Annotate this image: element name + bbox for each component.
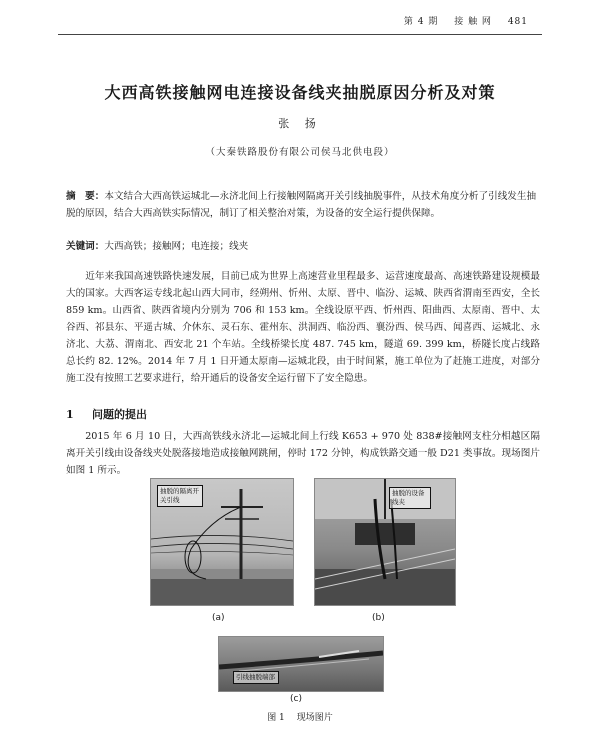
abstract-text: 本文结合大西高铁运城北—永济北间上行接触网隔离开关引线抽脱事件，从技术角度分析了引线发生抽脱的原因，结合大西高铁实际情况，制订了相关整治对策，为设备的安全运行提供保障。 bbox=[66, 191, 537, 219]
figure-caption-number: 图 1 bbox=[267, 713, 285, 723]
intro-paragraph: 近年来我国高速铁路快速发展，目前已成为世界上高速营业里程最多、运营速度最高、高速铁路建设规模最大的国家。大西客运专线北起山西大同市，经朔州、忻州、太原、晋中、临汾、运城、陕西省渭南至西安，全长 859 km。山西省、陕西省境内分别为 706 和 153 km。全线设原平西、忻州西、阳曲西、太原南、晋中、太谷西、祁县东、平遥古城、介休东、灵石东、霍州东、洪洞西、临汾西、襄汾西、侯马西、闻喜西、运城北、永济北、大荔、渭南北、西安北 21 个车站。全线桥梁长度 487. 745 km，隧道 69. 399 km，桥隧长度占线路总长约 82. 12%。2014 年 7 月 1 日开通太原南—运城北段，由于时间紧，施工单位为了赶施工进度，对部分施工没有按照工艺要求进行，给开通后的设备安全运行留下了安全隐患。 bbox=[66, 271, 540, 384]
section1-paragraph: 2015 年 6 月 10 日，大西高铁线永济北—运城北间上行线 K653 + 970 处 838#接触网支柱分相越区隔离开关引线由设备线夹处脱落接地造成接触网跳闸，停时 172 分钟，构成铁路交通一般 D21 类事故。现场图片如图 1 所示。 bbox=[66, 431, 540, 476]
abstract-block bbox=[66, 188, 540, 222]
callout-b: 抽脱的设备线夹 bbox=[389, 487, 431, 509]
figure-photo-b bbox=[314, 478, 456, 606]
section-heading bbox=[66, 406, 147, 422]
running-header bbox=[392, 14, 528, 27]
disconnector-illustration bbox=[315, 479, 455, 605]
header-page-number: 481 bbox=[507, 17, 528, 27]
subfigure-label-c: (c) bbox=[290, 694, 302, 704]
author-affiliation: （大秦铁路股份有限公司侯马北供电段） bbox=[205, 147, 395, 158]
section-title: 问题的提出 bbox=[92, 408, 147, 421]
figure-photo-c bbox=[218, 636, 384, 692]
paper-title: 大西高铁接触网电连接设备线夹抽脱原因分析及对策 bbox=[104, 83, 496, 102]
author-name: 张 扬 bbox=[278, 117, 322, 130]
header-issue: 第 4 期 bbox=[403, 17, 439, 27]
header-section: 接 触 网 bbox=[454, 17, 492, 27]
figure-caption-text: 现场图片 bbox=[296, 713, 333, 723]
subfigure-label-a: (a) bbox=[212, 613, 225, 623]
figure-caption bbox=[0, 710, 600, 723]
abstract-label: 摘 要： bbox=[66, 191, 105, 202]
keywords-block bbox=[66, 238, 540, 252]
subfigure-label-b: (b) bbox=[372, 613, 385, 623]
keywords-text: 大西高铁；接触网；电连接；线夹 bbox=[104, 241, 249, 252]
callout-a: 抽脱的隔离开关引线 bbox=[157, 485, 203, 507]
section-number: 1 bbox=[66, 408, 74, 421]
header-divider bbox=[58, 34, 542, 35]
keywords-label: 关键词： bbox=[66, 241, 105, 252]
figure-photo-a bbox=[150, 478, 294, 606]
callout-c: 引线抽脱端部 bbox=[233, 671, 279, 684]
